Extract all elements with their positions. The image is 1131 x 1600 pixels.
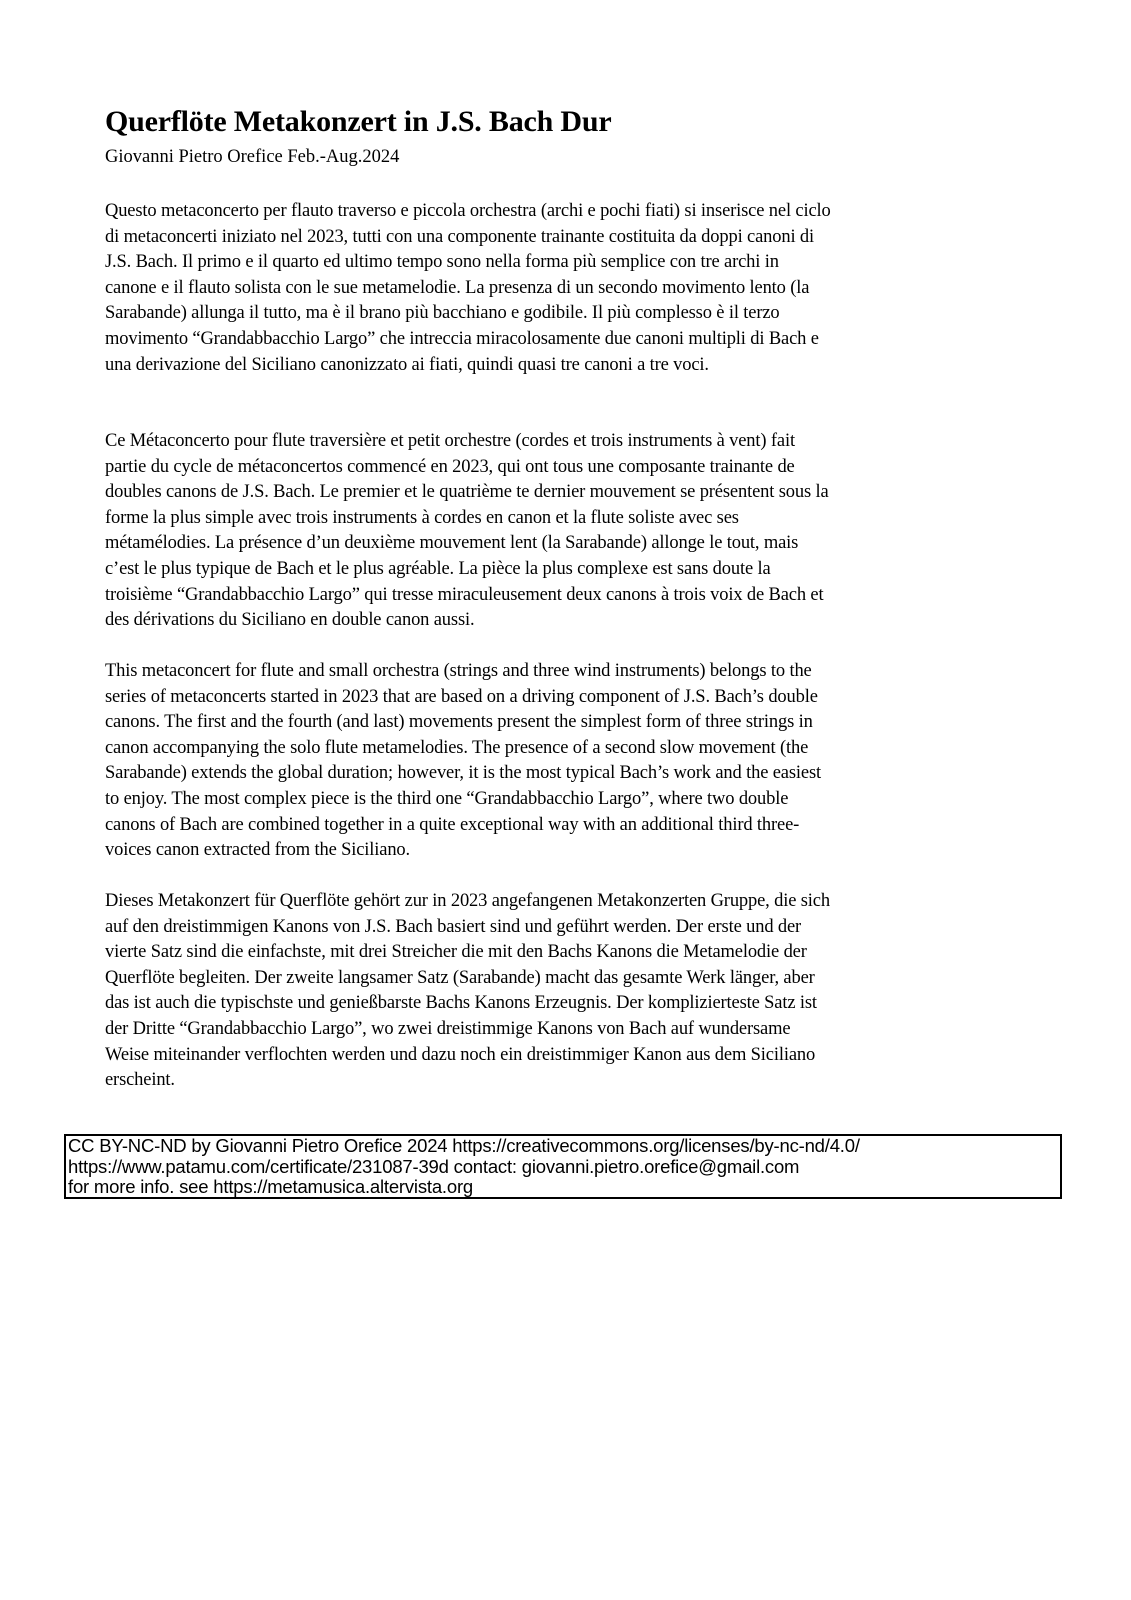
- text-line: una derivazione del Siciliano canonizzato ai fiati, quindi quasi tre canoni a tre voci.: [105, 354, 709, 375]
- text-line: partie du cycle de métaconcertos commencé en 2023, qui ont tous une composante trainante de: [105, 456, 795, 477]
- paragraph-french: [105, 429, 829, 634]
- text-line: Sarabande) extends the global duration; however, it is the most typical Bach’s work and the easiest: [105, 763, 821, 784]
- text-line: métamélodies. La présence d’un deuxième mouvement lent (la Sarabande) allonge le tout, mais: [105, 533, 799, 554]
- certificate-contact-line: https://www.patamu.com/certificate/231087-39d contact: giovanni.pietro.orefice@gmail.com: [68, 1155, 800, 1177]
- paragraph-italian: [105, 199, 831, 378]
- text-line: di metaconcerti iniziato nel 2023, tutti con una componente trainante costituita da doppi canoni di: [105, 226, 815, 247]
- text-line: das ist auch die typischste und genießbarste Bachs Kanons Erzeugnis. Der komplizierteste Satz ist: [105, 993, 817, 1014]
- document-title: Querflöte Metakonzert in J.S. Bach Dur: [105, 105, 612, 138]
- text-line: Sarabande) allunga il tutto, ma è il brano più bacchiano e godibile. Il più complesso è il terzo: [105, 303, 780, 324]
- paragraph-german: [105, 889, 830, 1094]
- more-info-line: for more info. see https://metamusica.altervista.org: [68, 1176, 473, 1197]
- text-line: vierte Satz sind die einfachste, mit drei Streicher die mit den Bachs Kanons die Metamelodie der: [105, 942, 807, 963]
- license-box: [64, 1134, 1062, 1199]
- text-line: Dieses Metakonzert für Querflöte gehört zur in 2023 angefangenen Metakonzerten Gruppe, die sich: [105, 891, 830, 911]
- text-line: canons. The first and the fourth (and last) movements present the simplest form of three strings in: [105, 712, 813, 733]
- text-line: troisième “Grandabbacchio Largo” qui tresse miraculeusement deux canons à trois voix de Bach et: [105, 584, 824, 605]
- text-line: der Dritte “Grandabbacchio Largo”, wo zwei dreistimmige Kanons von Bach auf wundersame: [105, 1018, 791, 1039]
- text-line: J.S. Bach. Il primo e il quarto ed ultimo tempo sono nella forma più semplice con tre archi in: [105, 252, 779, 273]
- text-line: voices canon extracted from the Siciliano.: [105, 840, 411, 861]
- text-line: This metaconcert for flute and small orchestra (strings and three wind instruments) belongs to the: [105, 661, 812, 681]
- text-line: c’est le plus typique de Bach et le plus agréable. La pièce la plus complexe est sans doute la: [105, 558, 771, 579]
- text-line: erscheint.: [105, 1070, 175, 1091]
- document-subtitle: Giovanni Pietro Orefice Feb.-Aug.2024: [105, 147, 400, 167]
- text-line: doubles canons de J.S. Bach. Le premier et le quatrième te dernier mouvement se présentent sous la: [105, 482, 829, 503]
- text-line: des dérivations du Siciliano en double canon aussi.: [105, 610, 475, 631]
- text-line: auf den dreistimmigen Kanons von J.S. Bach basiert sind und geführt werden. Der erste und der: [105, 916, 802, 937]
- text-line: canone e il flauto solista con le sue metamelodie. La presenza di un secondo movimento lento (la: [105, 277, 810, 298]
- text-line: Ce Métaconcerto pour flute traversière et petit orchestre (cordes et trois instruments à vent) fait: [105, 431, 795, 451]
- text-line: forme la plus simple avec trois instruments à cordes en canon et la flute soliste avec ses: [105, 507, 739, 528]
- paragraph-english: [105, 659, 821, 864]
- text-line: canons of Bach are combined together in a quite exceptional way with an additional third three-: [105, 814, 800, 835]
- text-line: canon accompanying the solo flute metamelodies. The presence of a second slow movement (the: [105, 737, 809, 758]
- text-line: to enjoy. The most complex piece is the third one “Grandabbacchio Largo”, where two double: [105, 788, 789, 809]
- license-line: CC BY-NC-ND by Giovanni Pietro Orefice 2024 https://creativecommons.org/licenses/by-nc-nd/4.0/: [68, 1135, 860, 1156]
- text-line: series of metaconcerts started in 2023 that are based on a driving component of J.S. Bach’s double: [105, 686, 818, 707]
- text-line: Querflöte begleiten. Der zweite langsamer Satz (Sarabande) macht das gesamte Werk länger, aber: [105, 967, 815, 988]
- text-line: Weise miteinander verflochten werden und dazu noch ein dreistimmiger Kanon aus dem Siciliano: [105, 1044, 816, 1065]
- text-line: movimento “Grandabbacchio Largo” che intreccia miracolosamente due canoni multipli di Bach e: [105, 328, 819, 349]
- text-line: Questo metaconcerto per flauto traverso e piccola orchestra (archi e pochi fiati) si inserisce nel ciclo: [105, 201, 831, 221]
